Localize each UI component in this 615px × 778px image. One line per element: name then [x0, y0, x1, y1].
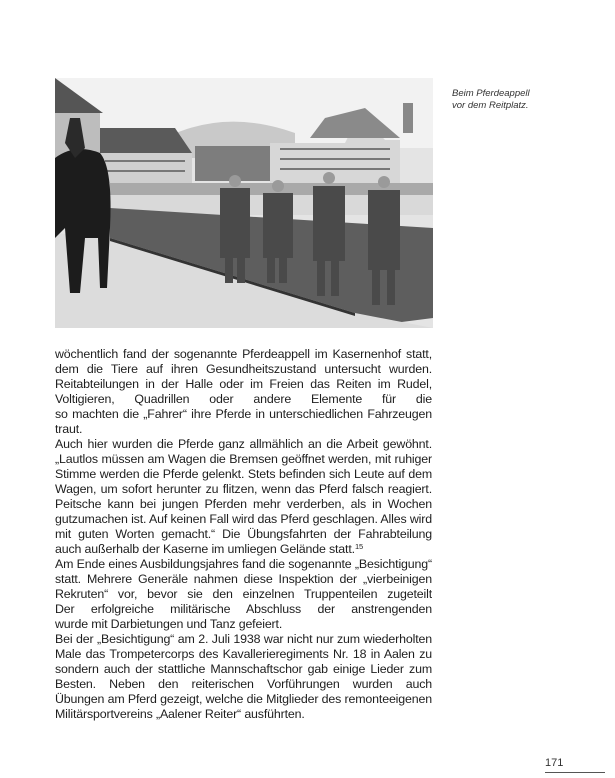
text-line — [55, 647, 432, 662]
text-line-content: Am Ende eines Ausbildungsjahres fand die sogenannte „Besichtigung“ — [55, 557, 432, 571]
paragraph — [55, 557, 432, 632]
text-line-content: sondern auch der stattliche Mannschaftschor gab einige Lieder zum — [55, 662, 432, 676]
photo-horse-inspection — [55, 78, 433, 328]
text-line — [55, 512, 432, 527]
text-line — [55, 617, 432, 632]
text-line — [55, 437, 432, 452]
text-line — [55, 632, 432, 647]
text-line — [55, 347, 432, 362]
text-line-content: Rekruten“ vor, bevor sie den einzelnen Truppenteilen zugeteilt — [55, 587, 432, 601]
text-line-content: Peitsche kann bei jungen Pferden mehr verderben, als in Wochen — [55, 497, 432, 511]
text-line — [55, 362, 432, 377]
text-line-content: Besten. Neben den reiterischen Vorführungen wurden auch — [55, 677, 432, 691]
text-line — [55, 557, 432, 572]
text-line — [55, 692, 432, 707]
text-line-content: mit guten Worten gemacht.“ Die Übungsfahrten der Fahrabteilung — [55, 527, 432, 541]
paragraph — [55, 437, 432, 557]
footnote-marker: 15 — [354, 542, 363, 551]
text-line-content: Übungen am Pferd gezeigt, welche die Mitglieder des remonteeigenen — [55, 692, 432, 706]
text-line — [55, 377, 432, 392]
text-line — [55, 677, 432, 692]
text-line-content: Bei der „Besichtigung“ am 2. Juli 1938 war nicht nur zum wiederholten — [55, 632, 432, 646]
text-line-content: wöchentlich fand der sogenannte Pferdeappell im Kasernenhof statt, — [55, 347, 432, 361]
text-line-content: Auch hier wurden die Pferde ganz allmählich an die Arbeit gewöhnt. — [55, 437, 432, 451]
page-number-rule — [545, 772, 605, 773]
text-line — [55, 572, 432, 587]
text-line — [55, 452, 432, 467]
page-number: 171 — [545, 757, 564, 769]
text-line-content: Stimme werden die Pferde gelenkt. Stets befinden sich Leute auf dem — [55, 467, 432, 481]
photo-caption — [452, 88, 530, 112]
text-line-content: statt. Mehrere Generäle nahmen diese Inspektion der „vierbeinigen — [55, 572, 432, 586]
text-line-content: Voltigieren, Quadrillen oder andere Elemente für die — [55, 392, 432, 406]
paragraph — [55, 632, 432, 722]
caption-line-2: vor dem Reitplatz. — [452, 100, 529, 111]
text-line — [55, 662, 432, 677]
text-line-content: Militärsportvereins „Aalener Reiter“ ausführten. — [55, 707, 305, 721]
text-line-content: gutzumachen ist. Auf keinen Fall wird das Pferd geschlagen. Alles wird — [55, 512, 432, 526]
text-line-content: „Lautlos müssen am Wagen die Bremsen geöffnet werden, mit ruhiger — [55, 452, 432, 466]
caption-line-1: Beim Pferdeappell — [452, 88, 530, 99]
text-line-content: Wagen, um sofort herunter zu flitzen, wenn das Pferd falsch reagiert. — [55, 482, 432, 496]
body-text — [55, 347, 432, 722]
text-line-content: so machten die „Fahrer“ ihre Pferde in unterschiedlichen Fahrzeugen — [55, 407, 432, 421]
text-line — [55, 422, 432, 437]
paragraph — [55, 347, 432, 437]
text-line-content: Der erfolgreiche militärische Abschluss der anstrengenden — [55, 602, 432, 616]
text-line-content: Reitabteilungen in der Halle oder im Freien das Reiten im Rudel, — [55, 377, 432, 391]
text-line-content: wurde mit Darbietungen und Tanz gefeiert. — [55, 617, 283, 631]
text-line-content: auch außerhalb der Kaserne im umliegen Gelände statt. — [55, 542, 355, 556]
text-line — [55, 602, 432, 617]
text-line — [55, 587, 432, 602]
text-line — [55, 392, 432, 407]
text-line-content: traut. — [55, 422, 83, 436]
text-line — [55, 707, 432, 722]
text-line — [55, 542, 432, 557]
text-line — [55, 497, 432, 512]
text-line — [55, 482, 432, 497]
text-line-content: Male das Trompetercorps des Kavallerieregiments Nr. 18 in Aalen zu — [55, 647, 432, 661]
text-line-content: dem die Tiere auf ihren Gesundheitszustand untersucht wurden. — [55, 362, 432, 376]
text-line — [55, 527, 432, 542]
text-line — [55, 407, 432, 422]
text-line — [55, 467, 432, 482]
